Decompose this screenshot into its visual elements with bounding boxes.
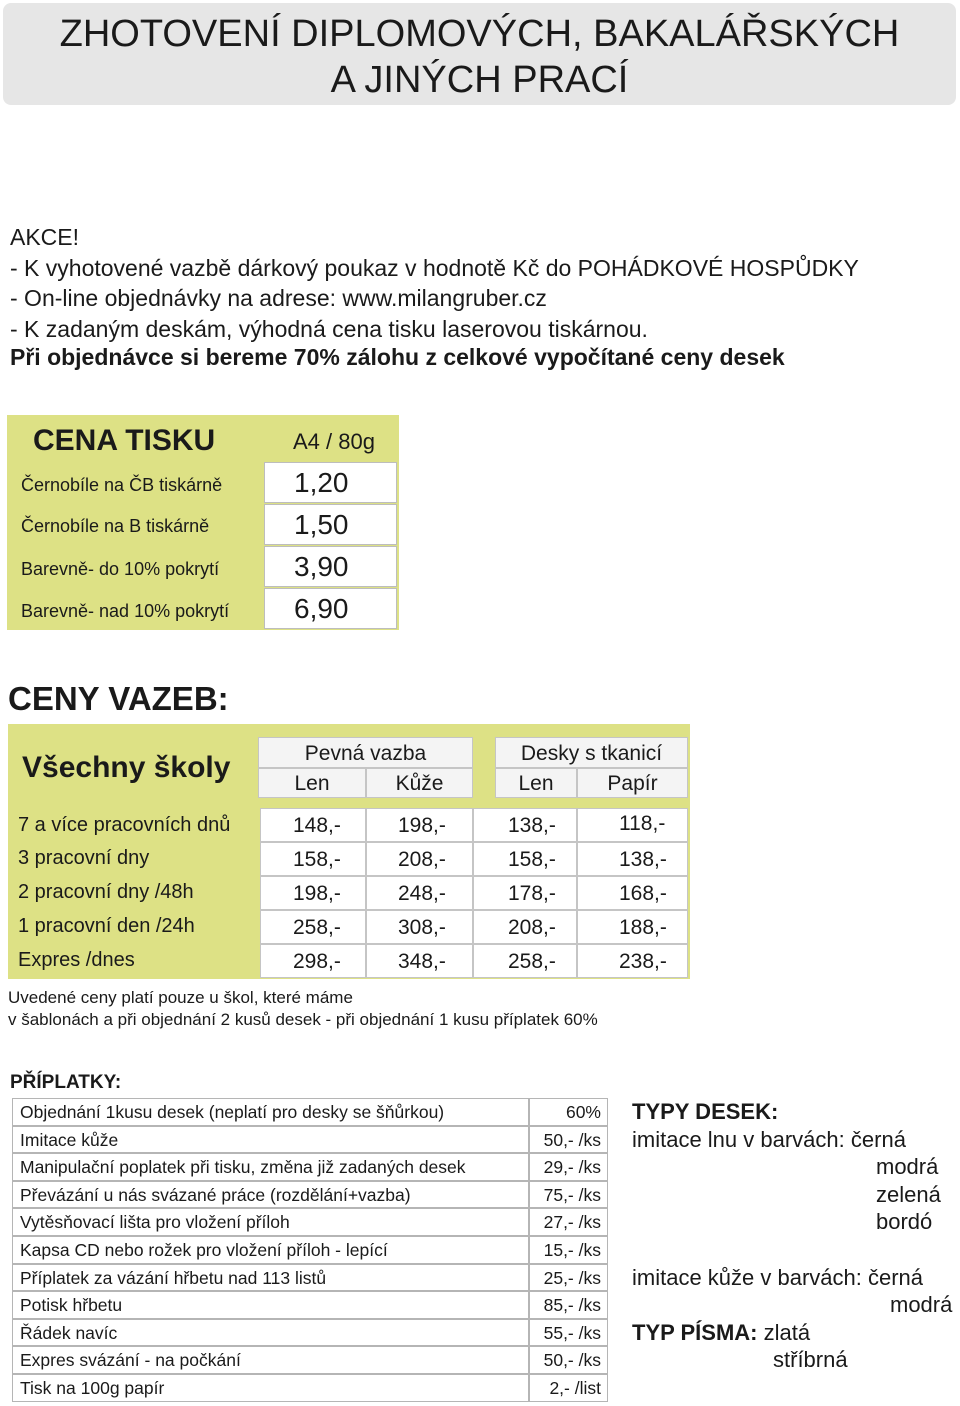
column-header: Len	[258, 768, 366, 798]
column-header: Len	[495, 768, 577, 798]
price-cell: 308,-	[366, 910, 473, 944]
binding-row-label: Expres /dnes	[18, 949, 135, 971]
surcharge-row	[12, 1208, 608, 1236]
price-cell: 158,-	[473, 842, 577, 876]
surcharge-value: 75,- /ks	[529, 1181, 608, 1209]
surcharge-label: Řádek navíc	[12, 1319, 529, 1347]
surcharge-value: 15,- /ks	[529, 1236, 608, 1264]
price-cell: 208,-	[366, 842, 473, 876]
print-row-price: 6,90	[264, 588, 397, 629]
print-price-title: CENA TISKU	[33, 424, 216, 457]
binding-note-line: Uvedené ceny platí pouze u škol, které máme	[8, 988, 353, 1007]
price-cell: 188,-	[577, 910, 688, 944]
linen-color: bordó	[876, 1209, 933, 1234]
surcharge-value: 55,- /ks	[529, 1319, 608, 1347]
surcharge-row	[12, 1126, 608, 1154]
leather-colors-label: imitace kůže v barvách:	[632, 1264, 862, 1290]
price-cell: 138,-	[577, 842, 688, 876]
binding-group-label: Všechny školy	[22, 751, 231, 784]
font-color: stříbrná	[773, 1347, 848, 1372]
linen-color: modrá	[876, 1154, 939, 1179]
leather-color: černá	[868, 1264, 924, 1290]
price-cell: 148,-	[260, 808, 366, 842]
surcharge-label: Tisk na 100g papír	[12, 1374, 529, 1402]
surcharge-label: Objednání 1kusu desek (neplatí pro desky se šňůrkou)	[12, 1098, 529, 1126]
binding-note-line: v šablonách a při objednání 2 kusů desek - při objednání 1 kusu příplatek 60%	[8, 1010, 598, 1029]
price-cell: 198,-	[260, 876, 366, 910]
price-cell: 258,-	[260, 910, 366, 944]
binding-prices-title: CENY VAZEB:	[8, 680, 229, 717]
print-row-price: 1,20	[264, 462, 397, 503]
cover-types-title: TYPY DESEK:	[632, 1099, 779, 1124]
surcharge-value: 50,- /ks	[529, 1126, 608, 1154]
promo-item: - K zadaným deskám, výhodná cena tisku laserovou tiskárnou.	[10, 315, 648, 342]
print-row-label: Černobíle na ČB tiskárně	[21, 475, 223, 495]
column-group-header: Pevná vazba	[258, 737, 473, 768]
price-cell: 178,-	[473, 876, 577, 910]
linen-color: zelená	[876, 1181, 941, 1207]
price-cell: 158,-	[260, 842, 366, 876]
price-cell: 348,-	[366, 944, 473, 978]
price-cell: 168,-	[577, 876, 688, 910]
page-header	[3, 3, 956, 105]
price-cell: 208,-	[473, 910, 577, 944]
promo-item: - On-line objednávky na adrese: www.milangruber.cz	[10, 285, 547, 311]
surcharge-row	[12, 1264, 608, 1292]
font-type-label: TYP PÍSMA:	[632, 1319, 758, 1345]
surcharge-label: Potisk hřbetu	[12, 1291, 529, 1319]
surcharge-label: Příplatek za vázání hřbetu nad 113 listů	[12, 1264, 529, 1292]
surcharge-row	[12, 1291, 608, 1319]
linen-colors-label: imitace lnu v barvách:	[632, 1126, 845, 1152]
cover-types-block	[632, 1098, 952, 1374]
binding-note	[8, 987, 598, 1031]
deposit-note: Při objednávce si bereme 70% zálohu z celkové vypočítané ceny desek	[10, 344, 785, 370]
surcharge-row	[12, 1153, 608, 1181]
price-cell: 298,-	[260, 944, 366, 978]
surcharge-value: 85,- /ks	[529, 1291, 608, 1319]
header-title-line1: ZHOTOVENÍ DIPLOMOVÝCH, BAKALÁŘSKÝCH	[59, 13, 900, 55]
surcharge-label: Vytěsňovací lišta pro vložení příloh	[12, 1208, 529, 1236]
promo-item: - K vyhotovené vazbě dárkový poukaz v hodnotě Kč do POHÁDKOVÉ HOSPŮDKY	[10, 254, 859, 281]
price-cell: 118,-	[577, 808, 688, 842]
surcharge-row	[12, 1098, 608, 1126]
binding-row-label: 1 pracovní den /24h	[18, 915, 195, 937]
surcharge-row	[12, 1181, 608, 1209]
surcharge-label: Expres svázání - na počkání	[12, 1346, 529, 1374]
surcharge-label: Imitace kůže	[12, 1126, 529, 1154]
price-cell: 248,-	[366, 876, 473, 910]
price-cell: 198,-	[366, 808, 473, 842]
column-group-header: Desky s tkanicí	[495, 737, 688, 768]
surcharge-row	[12, 1346, 608, 1374]
column-header: Papír	[577, 768, 688, 798]
print-format-label: A4 / 80g	[293, 429, 375, 454]
price-cell: 138,-	[473, 808, 577, 842]
surcharge-row	[12, 1236, 608, 1264]
surcharge-value: 29,- /ks	[529, 1153, 608, 1181]
print-row-price: 1,50	[264, 504, 397, 545]
surcharge-value: 27,- /ks	[529, 1208, 608, 1236]
price-cell: 258,-	[473, 944, 577, 978]
binding-row-label: 3 pracovní dny	[18, 847, 150, 869]
price-cell: 238,-	[577, 944, 688, 978]
surcharge-row	[12, 1319, 608, 1347]
linen-color: černá	[850, 1126, 906, 1152]
font-color: zlatá	[763, 1319, 811, 1345]
surcharge-value: 2,- /list	[529, 1374, 608, 1402]
surcharge-label: Manipulační poplatek při tisku, změna již zadaných desek	[12, 1153, 529, 1181]
leather-color: modrá	[890, 1292, 953, 1317]
surcharge-label: Kapsa CD nebo rožek pro vložení příloh - lepící	[12, 1236, 529, 1264]
print-row-label: Barevně- do 10% pokrytí	[21, 559, 220, 579]
surcharges-title: PŘÍPLATKY:	[10, 1072, 122, 1093]
promo-block	[10, 222, 859, 344]
print-row-label: Černobíle na B tiskárně	[21, 516, 210, 536]
binding-row-label: 2 pracovní dny /48h	[18, 881, 194, 903]
surcharge-label: Převázání u nás svázané práce (rozdělání+vazba)	[12, 1181, 529, 1209]
surcharge-value: 60%	[529, 1098, 608, 1126]
column-header: Kůže	[366, 768, 473, 798]
print-row-label: Barevně- nad 10% pokrytí	[21, 601, 230, 621]
surcharge-row	[12, 1374, 608, 1402]
surcharge-value: 50,- /ks	[529, 1346, 608, 1374]
binding-row-label: 7 a více pracovních dnů	[18, 814, 231, 836]
promo-title: AKCE!	[10, 224, 80, 250]
print-row-price: 3,90	[264, 546, 397, 587]
surcharge-value: 25,- /ks	[529, 1264, 608, 1292]
header-title-line2: A JINÝCH PRACÍ	[330, 59, 629, 101]
